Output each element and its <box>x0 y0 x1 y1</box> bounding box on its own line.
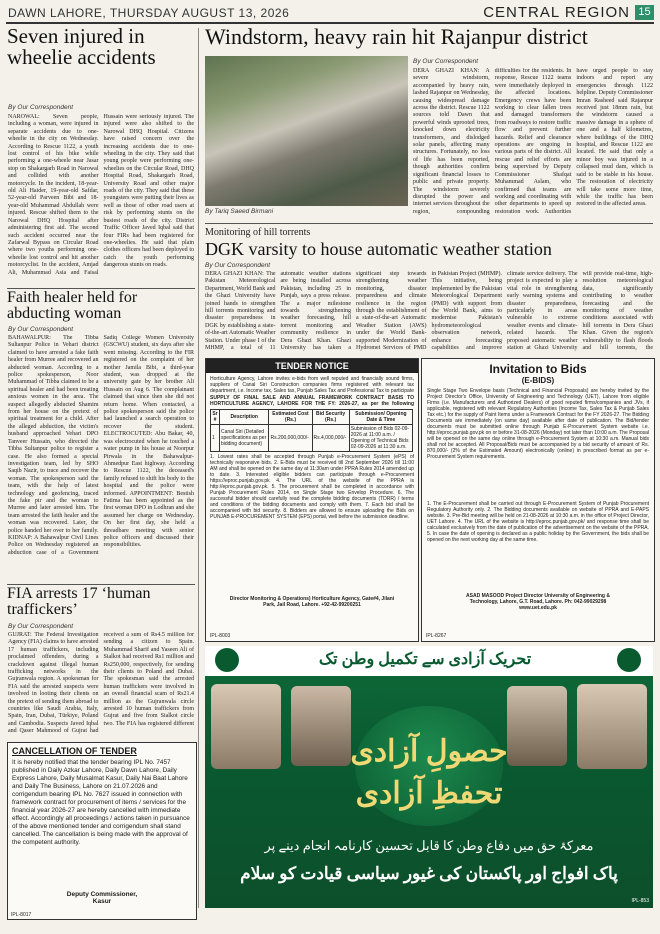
story1-body: NAROWAL: Seven people, including a woman, were injured in separate accidents due to one-wheelie in the city on Wednesday. According to Rescue 1122, a youth lost control of his bike while performing a one-wheele near Jasar stop on Shakargarh Road in Narowal and collided with another motorcycle. In the incident, 18-year-old Ali Haider, 19-year-old Safdar, 52-year-old Parveen Bibi and 18-year-old Muhammad Abdullah were injured. Rescue shifted them to the Narowal DHQ Hospital after administering first aid. The second such accident occurred near the Zafarwal Bypass on Circular Road where two youths performing one-wheelie lost control and hit another motorcyclist. In the accident, Amjad Ali, Muhammad Asia and Faisal Hussain were seriously injured. The injured were also shifted to the Narowal DHQ Hospital. Citizens have raised concern over the increasing accidents due to one-wheeling in the city. They said that young people were performing one-wheelies on the Circular Road, DHQ Hospital Road, Shakargarh Road, University Road and other major roads of the city. They said that these youngsters were putting their lives as well as those of other road users at risk by performing stunts on the busiest roads of the city. District Traffic Officer Javed Iqbal said that four FIRs had been registered for one-wheelies. He said that plain clothes officers had been deployed to catch the youth performing dangerous stunts on roads. <box>8 114 194 276</box>
story2-body: DERA GHAZI KHAN: A severe windstorm, accompanied by heavy rain, lashed Rajanpur on Wednesday, causing widespread damage across the district. Rescue 1122 sources told Dawn that powerful winds uprooted trees, knocked down electricity transformers, and dislodged solar panels, affecting many structures. Fortunately, no loss of life has been reported, though authorities confirm significant financial losses to public and private property. The windstorm severely disrupted the power and internet services throughout the region, compounding difficulties for the residents. In response, Rescue 1122 teams were immediately deployed in the affected locations. Emergency crews have been working to clear fallen trees and damaged transformers from roadways to restore traffic flow and prevent further hazards. Relief and clearance operations are ongoing in various parts of the district. All rescue and relief efforts are being supervised by Deputy Commissioner Shafqat Muhammad Aslam, who confirmed that teams are working and coordinating with other departments to speed up restoration work. Authorities have urged people to stay indoors and report any emergencies through 1122 helpline. Deputy Commissioner Imran Rasheed said Rajanpur received just 18mm rain, but the windstorm caused a massive damage in a sphere of one and a half kilometres, where buildings of the DHQ hospital, and Rescue 1122 are located. He said that only a minor boy was injured in a collapsed mud dam, which is said to be stable in his house. The restoration of electricity will take some more time, while the traffic has been restored in the affected areas. <box>413 68 653 215</box>
divider <box>205 223 653 224</box>
tender-footer: Director Monitoring & Operations) Horticulture Agency, Gate#4, Jilani Park, Jail Road, Lahore. +92-42-99200251 <box>229 596 395 608</box>
tender-col: Estimated Cost (Rs.) <box>269 410 312 425</box>
story5-headline: FIA arrests 17 ‘human traffickers’ <box>7 585 151 619</box>
story4-byline: By Our Correspondent <box>8 326 74 333</box>
story5-body: GUJRAT: The Federal Investigation Agency (FIA) claims to have arrested 17 human traffickers, including proclaimed offenders, during a crackdown against illegal human trafficking networks in the Gujranwala region. A spokesman for FIA said the arrested suspects were involved in looting their clients on the pretext of sending them abroad to countries like Saudi Arabia, Italy, Spain, Iran, Dubai, Türkiye, Poland and Cambodia. Suspects Javed Iqbal and Qaser Mahmood of Gujrat had received a sum of Rs4.5 million for sending a citizen to Spain. Muhammad Sharif and Yaseen Ali of Sialkot had received Rs1 million and Rs250,000, respectively, for sending their clients to Poland and Dubai. The spokesman said the arrested human traffickers were involved in an overall financial scam of Rs21.4 million as the Gujranwala circle arrested 10 human traffickers from Gujrat and five from Sialkot circle two. The FIA has registered different <box>8 632 194 735</box>
ebids-signature: ASAD MASOOD Project Director University of Engineering & Technology, Lahore, G.T. Road, Lahore. Ph: 042-99029298 www.uet.edu.pk <box>466 593 610 611</box>
cancellation-sign2: Kasur <box>92 898 112 905</box>
tender-terms: 1. Lowest rates shall be accepted through Punjab e-Procurement System (ePS) of technically responsive bids. 2. E-Bids must be received till 2nd September 2026 till 11:00 AM and shall be opened on the same day at 11:30am under PPRA Rules 2014 amended up to date. 3. Interested eligible bidders can participate through e-Procurement https://eproc.punjab.gov.pk 4. The URL of the website of the PPRA is http://eproc.punjab.gov.pk. 5. The procurement shall be completed in accordance with Punjab Procurement Rules 2014, on Single Stage two Envelop Procedure. 6. The successful bidder should carefully read the complete bidding documents (TDRR) / terms and conditions of the bidding documents and comply with them. 7. Each bid shall be accompanied with bid security. 8. Bidders are allowed to ensure uploading the Bids on PUNJAB E-PROCUREMENT SYSTEM (EPS) portal, well before the submission deadline. <box>210 454 414 520</box>
tender-table <box>210 409 413 452</box>
ad-ipl: IPL-853 <box>631 898 649 904</box>
ad-urdu-bottom: پاک افواج اور پاکستان کی غیور سیاسی قیادت کو سلام <box>240 864 618 883</box>
cancellation-notice <box>7 742 197 920</box>
story2-byline: By Our Correspondent <box>413 58 479 65</box>
tender-col: Submission/ Opening Date & Time <box>349 410 412 425</box>
portrait-left <box>211 684 281 769</box>
story3-body: DERA GHAZI KHAN: The Pakistan Meteorological Department, World Bank and the Ghazi University have joined hands to strengthen hill torrents monitoring and disaster preparedness in DGK by establishing a state-of-the-art Automatic Weather Station. Under phase I of the MHMP, a total of 11 automatic weather stations are being installed across Pakistan, including 25 in Punjab, says a press release. The a major milestone towards strengthening weather forecasting, hill torrent monitoring and community resilience in Dera Ghazi Khan. Ghazi University has taken a significant step towards strengthening weather monitoring, disaster preparedness and climate resilience in the region through the establishment of a state-of-the-art Automatic Weather Station (AWS) under the World Bank-supported Modernization of Hydromet Services of PMD in Pakistan Project (MHMP). This initiative, being implemented by the Pakistan Meteorological Department (PMD) with support from the World Bank, aims to modernise Pakistan's hydrometeorological observation network, enhance forecasting capabilities and improve climate service delivery. The project is expected to play a vital role in strengthening early warning systems and disaster preparedness, particularly in areas vulnerable to extreme weather events and climate-related hazards. The proposed automatic weather station at Ghazi University will provide real-time, high-resolution meteorological data, significantly contributing to weather forecasting and the monitoring of weather conditions associated with hill torrents in Dera Ghazi Khan. Given the region's vulnerability to flash floods and hill torrents, the <box>205 271 653 352</box>
tender-cell: Submission of Bids 02-09-2026 at 11:00 a.m. / Opening of Technical Bids 02-09-2026 at 11:30 a.m. <box>349 425 412 452</box>
story3-byline: By Our Correspondent <box>205 262 271 269</box>
cancellation-body: It is hereby notified that the tender bearing IPL No. 7457 published in Daily Azkar Lahore, Daily Dawn Lahore, Daily Express Lahore, Daily Musalmat Kasur, Daily Nai Baat Lahore and Daily The Business, Lahore on 21.07.2026 and corrigendum bearing IPL No. 7627 issued in connection with framework contract for procurement of items / services for the financial year 2026-27 are hereby cancelled with immediate effect. Accordingly all proceedings / actions taken in pursuance of the above mentioned tender and corrigendum shall stand cancelled. The cancellation is being made with the approval of the competent authority. <box>12 759 190 846</box>
story2-photo-credit: By Tariq Saeed Birmani <box>205 208 274 215</box>
punjab-seal-icon <box>215 648 239 672</box>
page-number: 15 <box>635 5 654 20</box>
tender-ipl: IPL-8003 <box>210 633 231 639</box>
story1-headline: Seven injured in wheelie accidents <box>7 24 156 70</box>
tender-intro: Horticulture Agency, Lahore invites e-bids from well reputed and financially sound firms, suppliers of Canal Siri Construction companies firms registered with relevant tax department, i.e. Income tax, Sales tax, Punjab Sales Tax and Professional Tax to participate <box>210 376 414 394</box>
cancellation-title: CANCELLATION OF TENDER <box>12 746 137 756</box>
cancellation-ipl: IPL-8017 <box>11 912 32 918</box>
section-title: CENTRAL REGION <box>483 4 630 21</box>
story3-headline: DGK varsity to house automatic weather station <box>205 239 552 259</box>
tender-col: Description <box>219 410 269 425</box>
tender-cell: Rs.4,000,000/- <box>312 425 349 452</box>
ebids-title: Invitation to Bids <box>489 362 587 376</box>
story5-byline: By Our Correspondent <box>8 623 74 630</box>
ebids-subtitle: (E-BIDS) <box>521 376 555 385</box>
ad-urdu-top: تحریک آزادی سے تکمیل وطن تک <box>318 651 532 668</box>
ad-urdu-sub: معرکۂ حق میں دفاع وطن کا قابل تحسین کارنامہ انجام دینے پر <box>264 838 594 853</box>
tender-cell: Rs.200,000,000/- <box>269 425 312 452</box>
column-divider <box>198 28 199 908</box>
tender-cell: 1 <box>211 425 220 452</box>
storm-photo <box>205 56 408 206</box>
masthead-dateline: DAWN LAHORE, THURSDAY AUGUST 13, 2026 <box>8 6 290 20</box>
story4-headline: Faith healer held for abducting woman <box>7 289 138 323</box>
story1-byline: By Our Correspondent <box>8 104 74 111</box>
story2-headline: Windstorm, heavy rain hit Rajanpur district <box>205 24 588 49</box>
ad-urdu-big1: حصولِ آزادی <box>350 735 508 768</box>
ad-urdu-big2: تحفظِ آزادی <box>355 777 503 810</box>
flag-icon <box>617 648 641 672</box>
ebids-notice <box>421 358 655 642</box>
independence-ad <box>205 646 653 908</box>
ebids-ipl: IPL-8267 <box>426 633 447 639</box>
portrait-right <box>577 684 647 769</box>
ebids-notes: 1. The E-Procurement shall be carried out through E-Procurement System of Punjab Procurement Regulatory Authority only. 2. The Bidding documents available on website of PPRA and E-PAPS website. 3. Pre-Bid meeting will be held on 21-08-2026 at 10:30 a.m. in the office of Project Director, UET Lahore. 4. The URL of the website is http://eproc.punjab.gov.pk/ and response time shall be calculated exclusively from the date of publication of the advertisement on the website of the PPRA. 5. In case the date of opening is declared as a public holiday by the Government, the bids shall be opened on the next working day at the same time. <box>427 501 649 543</box>
tender-notice <box>205 358 419 642</box>
tender-cell: Canal Siri (Detailed specifications as per bidding document) <box>219 425 269 452</box>
ebids-body: Single Stage Two Envelope basis (Technical and Financial Proposals) are hereby invited by the Project Director's Office, University of Engineering and Technology (UET), Lahore from eligible Firms (i.e. Manufacturers and Authorized Dealers) of good reputed firms/companies and JVs, if applicable, registered with relevant Regulatory Authorities (Income Tax, Sales Tax & Punjab Sales Tax etc.) for the supply of Paint Items under a Framework Contract for the FY 2026-27. The Bidding Documents are immediately (on same day) available after date of publication. The Bid/tender documents must be submitted online through Punjab E-Procurement System website i.e. http://eproc.punjab.gov.pk on or before 31-08-2026 (Monday) not later than 10:00 a.m. The Proposal will be opened on the same day online through e-Procurement System at 10:30 a.m. Manual bids shall not be accepted. All Proposal/Bids must be accompanied by a bid security of amount of Rs. 870,000/- (2% of the Estimated Amount) electronically (online) in prescribed format as per e-Procurement System requirements. <box>427 388 649 460</box>
tender-col: Sr # <box>212 411 218 423</box>
cancellation-sign1: Deputy Commissioner, <box>66 891 138 898</box>
tender-col: Bid Security (Rs.) <box>312 410 349 425</box>
story3-kicker: Monitoring of hill torrents <box>205 227 311 238</box>
tender-subject: SUPPLY OF FINAL SALE AND ANNUAL FRAMEWORK CONTRACT BASIS TO HORTICULTURE AGENCY, LAHORE FOR THE FY: 2026-27, as per the following <box>210 395 414 407</box>
tender-title: TENDER NOTICE <box>206 359 418 373</box>
story4-body: BAHAWALPUR: The Tibba Sultanpur Police in Vehari district claimed to have arrested a fake faith healer from Murree and recovered an abducted woman. According to a police spokesperson, Noor Muhammad of Tibba claimed to be a spiritual healer and had been treating anxious women in the area. The suspect allegedly abducted Shamim from her house on the pretext of spiritual treatment for a child. After the alleged abduction, the victim's husband approached Vehari DPO Tanveer Hussain, who directed the Tibba Sultanpur police to register a case. He also formed a special investigation team, led by SHO Saqib Nazir, to trace and recover the woman. The spokesperson said the team, with the help of latest technology and geofencing, traced the fake pir and the woman to Murree and later arrested him. The team arrested the faith healer and the woman was recovered. Later, the police handed her over to her family. KIDNAP: A Bahawalpur Civil Lines Police on Wednesday registered an abduction case of a Government Sadiq College Women University (GSCWU) student, six days after she went missing. According to the FIR registered on the complaint of her mother Jamila Bibi, a third-year student, was dropped at the university gate by her brother Ali Hussain on Aug 6. The complainant claimed that since then she did not return home. When contacted, a police spokesperson said the police had launched a search operation to recover the student. ELECTROCUTED: Abu Bakar, 40, was electrocuted when he touched a water pump in his house at Noorpur Pirwala in the Bahawalpur-Ahmedpur East highway. According to Rescue 1122, the deceased's family refused to shift his body to the hospital and the police were informed. APPOINTMENT: Bestish Fatima has been appointed as the first woman DPO in Lodhran and she assumed her charge on Wednesday. On her first day, she held a threadbare meeting with senior police officers and discussed their responsibilities. <box>8 335 194 556</box>
